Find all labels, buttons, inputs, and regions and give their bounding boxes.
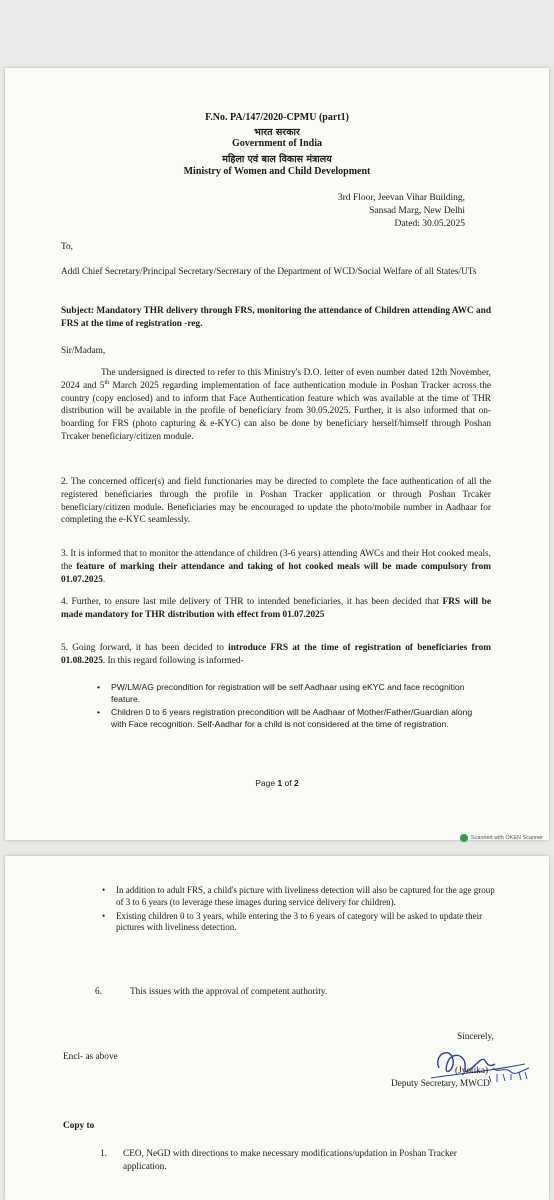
signatory-designation: Deputy Secretary, MWCD — [391, 1079, 490, 1089]
registration-preconditions-list — [97, 682, 489, 731]
list-item: • In addition to adult FRS, a child's picture with liveliness detection will also be captured for the age group of 3 to 6 years (to leverage these images during service delivery for children). — [102, 885, 495, 907]
sincerely: Sincerely, — [457, 1032, 494, 1042]
list-item: • PW/LM/AG precondition for registration will be self Aadhaar using eKYC and face recognition feature. — [97, 682, 465, 704]
copy-1: CEO, NeGD with directions to make necessary modifications/updation in Poshan Tracker application. — [123, 1149, 457, 1172]
scanner-logo-icon — [460, 834, 468, 842]
file-number: F.No. PA/147/2020-CPMU (part1) — [205, 112, 349, 123]
paragraph-4: 4. Further, to ensure last mile delivery of THR to intended beneficiaries, it has been decided that FRS will be made mandatory for THR distribution with effect from 01.07.2025 — [61, 597, 491, 620]
paragraph-6: This issues with the approval of competent authority. — [130, 987, 328, 997]
paragraph-2: 2. The concerned officer(s) and field functionaries may be directed to complete the face authentication of all the registered beneficiaries through the profile in Poshan Tracker application or through Poshan Trcaker beneficiary/citizen module. Beneficiaries may be encouraged to update the photo/mobile number in Aadhaar for completing the e-KYC seamlessly. — [61, 477, 491, 526]
address-line-2: Sansad Marg, New Delhi — [369, 206, 465, 216]
scanner-watermark: Scanned with OKEN Scanner — [460, 834, 543, 842]
signatory-name: (Jyotika) — [455, 1066, 489, 1076]
office-address — [338, 192, 465, 231]
child-frs-list — [102, 885, 497, 936]
copy-1-number: 1. — [100, 1149, 107, 1159]
subject-line: Subject: Mandatory THR delivery through FRS, monitoring the attendance of Children attending AWC and FRS at the time of registration -reg. — [61, 306, 491, 329]
paragraph-3: 3. It is informed that to monitor the attendance of children (3-6 years) attending AWCs and their Hot cooked meals, the feature of marking their attendance and taking of hot cooked meals will be made compulsory from 01.07.2025. — [61, 549, 491, 585]
document-page-1 — [5, 68, 549, 840]
dated: Dated: 30.05.2025 — [394, 219, 465, 229]
address-line-1: 3rd Floor, Jeevan Vihar Building, — [337, 193, 465, 203]
copy-to-heading: Copy to — [63, 1121, 95, 1131]
ministry-hindi: महिला एवं बाल विकास मंत्रालय — [222, 154, 332, 165]
document-page-2 — [5, 856, 549, 1200]
to-label: To, — [61, 242, 74, 252]
paragraph-6-number: 6. — [95, 987, 102, 997]
government-of-india: Government of India — [232, 138, 322, 149]
list-item: • Children 0 to 6 years registration precondition will be Aadhaar of Mother/Father/Guardian along with Face recognition. Self-Aadhar for a child is not considered at the time of registration. — [97, 707, 473, 729]
ministry-name: Ministry of Women and Child Development — [183, 166, 371, 177]
page-number: Page 1 of 2 — [255, 778, 299, 788]
paragraph-1: The undersigned is directed to refer to this Ministry's D.O. letter of even number dated 12th November, 2024 and 5th March 2025 regarding implementation of face authentication module in Poshan Tracker across the country (copy enclosed) and to inform that Face Authentication feature which was available at the time of THR distribution will be available in the profile of beneficiary from 30.05.2025. Further, it is also informed that on-boarding for FRS (photo capturing & e-KYC) can also be done by beneficiary herself/himself through Poshan Trcaker beneficiary/citizen module. — [61, 368, 491, 442]
salutation: Sir/Madam, — [61, 346, 106, 356]
list-item: • Existing children 0 to 3 years, while entering the 3 to 6 years of category will be asked to update their pictures with liveliness detection. — [102, 910, 483, 933]
addressee: Addl Chief Secretary/Principal Secretary/Secretary of the Department of WCD/Social Welfare of all States/UTs — [61, 267, 477, 277]
enclosure-note: Encl- as above — [63, 1052, 118, 1062]
paragraph-5: 5. Going forward, it has been decided to introduce FRS at the time of registration of beneficiaries from 01.08.2025. In this regard following is informed- — [61, 643, 491, 666]
bharat-sarkar: भारत सरकार — [254, 127, 300, 138]
